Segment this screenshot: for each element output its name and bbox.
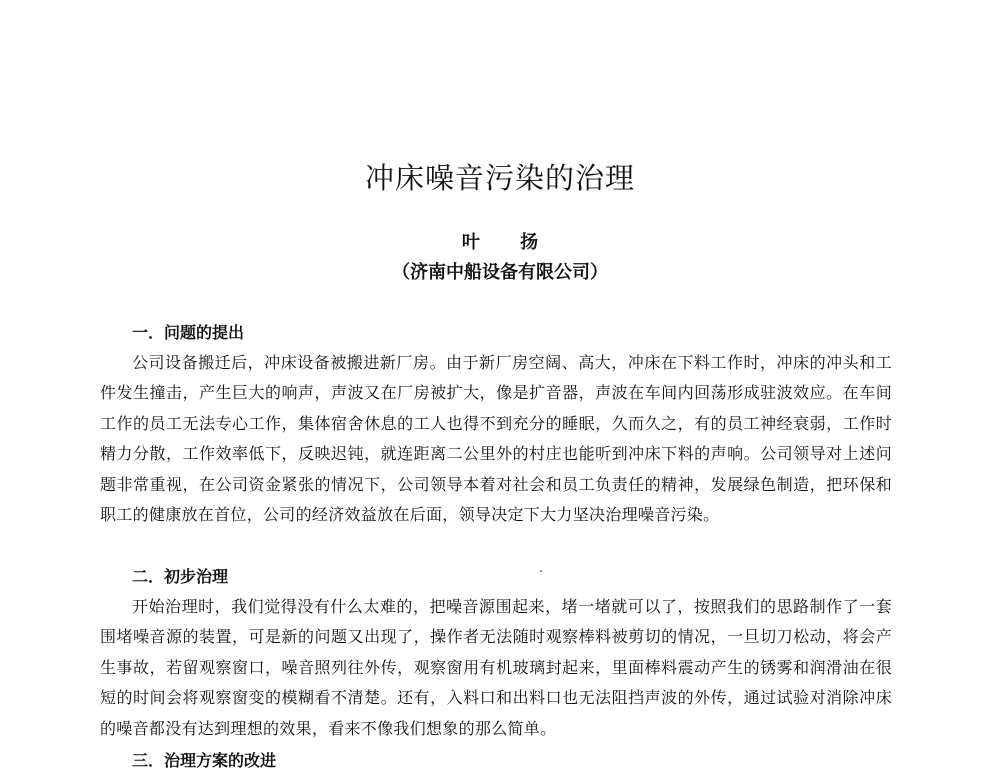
section-2-paragraph: 开始治理时，我们觉得没有什么太难的，把噪音源围起来，堵一堵就可以了，按照我们的思路制作了一套围堵噪音源的装置，可是新的问题又出现了，操作者无法随时观察棒料被剪切的情况，一旦切刀松动，将会产生事故，若留观察窗口，噪音照列往外传，观察窗用有机玻璃封起来，里面棒料震动产生的锈雾和润滑油在很短的时间会将观察窗变的模糊看不清楚。还有，入料口和出料口也无法阻挡声波的外传，通过试验对消除冲床的噪音都没有达到理想的效果，看来不像我们想象的那么简单。 <box>100 597 892 738</box>
section-1-paragraph: 公司设备搬迁后，冲床设备被搬进新厂房。由于新厂房空阔、高大，冲床在下料工作时，冲床的冲头和工件发生撞击，产生巨大的响声，声波又在厂房被扩大，像是扩音器，声波在车间内回荡形成驻波效应。在车间工作的员工无法专心工作，集体宿舍休息的工人也得不到充分的睡眠，久而久之，有的员工神经衰弱，工作时精力分散，工作效率低下，反映迟钝，就连距离二公里外的村庄也能听到冲床下料的声响。公司领导对上述问题非常重视，在公司资金紧张的情况下，公司领导本着对社会和员工负责任的精神，发展绿色制造，把环保和职工的健康放在首位，公司的经济效益放在后面，领导决定下大力坚决治理噪音污染。 <box>100 353 892 525</box>
section-heading-2: 二．初步治理 <box>132 567 229 586</box>
author-affiliation: （济南中船设备有限公司） <box>392 262 608 283</box>
scan-speck <box>540 570 542 572</box>
article-title: 冲床噪音污染的治理 <box>364 161 635 195</box>
section-heading-1: 一．问题的提出 <box>132 323 245 342</box>
section-heading-3: 三．治理方案的改进 <box>132 751 277 770</box>
article-author: 叶 扬 <box>461 232 556 253</box>
